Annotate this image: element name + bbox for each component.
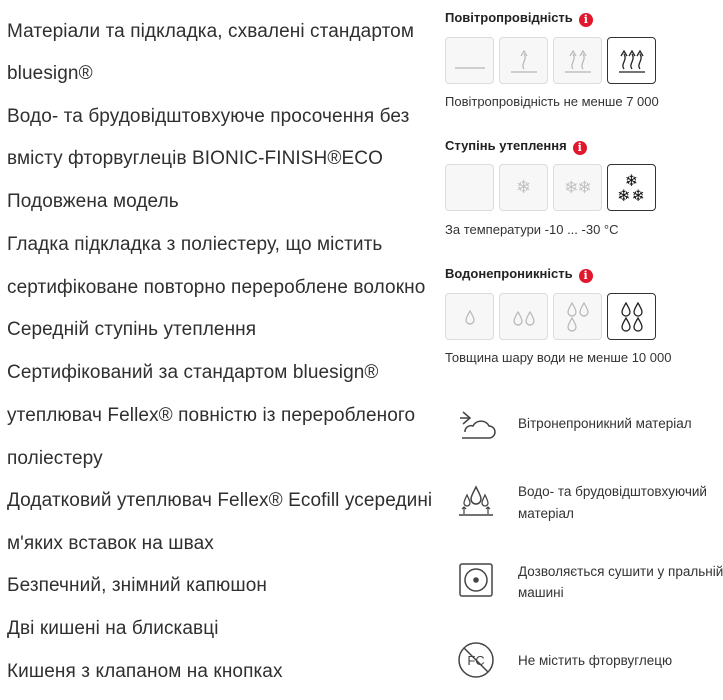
property-repellent-label-2: матеріал bbox=[518, 506, 574, 521]
property-tumble-dry-label-2: машині bbox=[518, 585, 564, 600]
two-drops-icon bbox=[507, 302, 541, 332]
three-drops-icon bbox=[561, 300, 595, 334]
insulation-title bbox=[445, 138, 587, 155]
feature-line: Додатковий утеплювач Fellex® Ecofill усередині bbox=[7, 490, 433, 511]
fc-badge-text: FC bbox=[467, 653, 485, 668]
waterproof-level-2[interactable] bbox=[499, 293, 548, 340]
two-arrows-icon bbox=[561, 46, 595, 76]
waterproof-description: Товщина шару води не менше 10 000 bbox=[445, 350, 672, 365]
waterproof-scale bbox=[445, 293, 656, 340]
one-arrow-icon bbox=[507, 46, 541, 76]
water-dirt-repellent-icon bbox=[456, 483, 496, 523]
feature-line: м'яких вставок на швах bbox=[7, 533, 214, 554]
feature-line: Водо- та брудовідштовхуюче просочення без bbox=[7, 106, 410, 127]
insulation-level-1[interactable] bbox=[445, 164, 494, 211]
insulation-scale bbox=[445, 164, 656, 211]
insulation-description: За температури -10 ... -30 °C bbox=[445, 222, 619, 237]
spec-panel bbox=[441, 0, 723, 700]
four-drops-icon bbox=[615, 300, 649, 334]
waterproof-level-4[interactable] bbox=[607, 293, 656, 340]
feature-line: сертифіковане повторно перероблене волокно bbox=[7, 277, 426, 298]
breathability-level-3[interactable] bbox=[553, 37, 602, 84]
feature-line: Кишеня з клапаном на кнопках bbox=[7, 661, 283, 682]
two-snowflakes-icon: ❄❄ bbox=[564, 177, 591, 198]
feature-line: Подовжена модель bbox=[7, 191, 179, 212]
feature-line: Середній ступінь утеплення bbox=[7, 319, 257, 340]
feature-line: Безпечний, знімний капюшон bbox=[7, 575, 267, 596]
insulation-level-4[interactable] bbox=[607, 164, 656, 211]
breathability-scale bbox=[445, 37, 656, 84]
breathability-title-text: Повітропровідність bbox=[445, 10, 573, 25]
three-arrows-icon bbox=[615, 46, 649, 76]
feature-line: Матеріали та підкладка, схвалені стандартом bbox=[7, 21, 414, 42]
one-drop-icon bbox=[453, 302, 487, 332]
property-repellent-label: Водо- та брудовідштовхуючий bbox=[518, 484, 707, 499]
info-icon[interactable]: i bbox=[573, 141, 587, 155]
no-fluorocarbon-icon bbox=[456, 640, 496, 680]
breathability-level-4[interactable] bbox=[607, 37, 656, 84]
waterproof-title bbox=[445, 266, 593, 283]
feature-line: поліестеру bbox=[7, 448, 103, 469]
info-icon[interactable]: i bbox=[579, 269, 593, 283]
snowflake-icon: ❄ bbox=[515, 177, 532, 198]
waterproof-level-3[interactable] bbox=[553, 293, 602, 340]
info-icon[interactable]: i bbox=[579, 13, 593, 27]
feature-line: вмісту фторвуглеців BIONIC-FINISH®ECO bbox=[7, 148, 383, 169]
waterproof-level-1[interactable] bbox=[445, 293, 494, 340]
insulation-level-3[interactable] bbox=[553, 164, 602, 211]
feature-line: Дві кишені на блискавці bbox=[7, 618, 219, 639]
tumble-dry-icon bbox=[456, 560, 496, 600]
cloud-wind-icon bbox=[456, 404, 496, 444]
feature-line: bluesign® bbox=[7, 63, 93, 84]
breathability-level-1[interactable] bbox=[445, 37, 494, 84]
flat-line-icon bbox=[453, 51, 487, 71]
waterproof-title-text: Водонепроникність bbox=[445, 266, 573, 281]
insulation-title-text: Ступінь утеплення bbox=[445, 138, 567, 153]
property-tumble-dry-label: Дозволяється сушити у пральній bbox=[518, 564, 723, 579]
three-snowflakes-icon: ❄ ❄❄ bbox=[617, 170, 646, 205]
breathability-title bbox=[445, 10, 593, 27]
property-no-fc-label: Не містить фторвуглецю bbox=[518, 653, 673, 668]
property-windproof-label: Вітронепроникний матеріал bbox=[518, 416, 692, 431]
feature-line: Гладка підкладка з поліестеру, що містить bbox=[7, 234, 383, 255]
breathability-description: Повітропровідність не менше 7 000 bbox=[445, 94, 659, 109]
feature-line: Сертифікований за стандартом bluesign® bbox=[7, 362, 379, 383]
insulation-level-2[interactable] bbox=[499, 164, 548, 211]
breathability-level-2[interactable] bbox=[499, 37, 548, 84]
feature-line: утеплювач Fellex® повністю із переробленого bbox=[7, 405, 416, 426]
